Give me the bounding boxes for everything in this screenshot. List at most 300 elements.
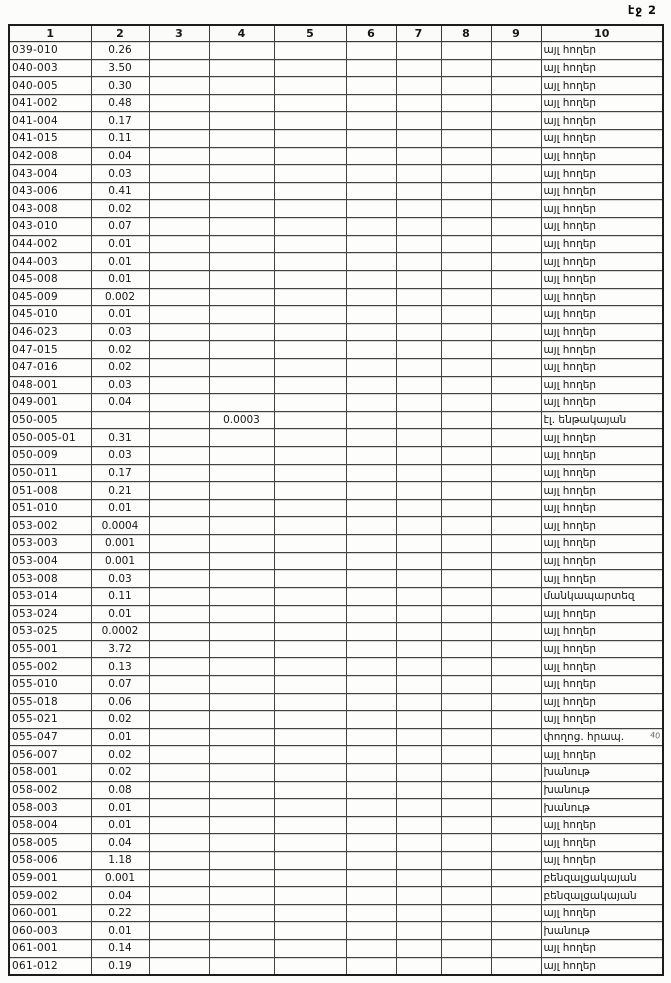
area-cell: 0.26: [91, 42, 149, 60]
secondary-area-cell: [209, 922, 274, 940]
empty-cell: [149, 517, 209, 535]
code-cell: 055-018: [9, 693, 91, 711]
area-cell: 0.001: [91, 552, 149, 570]
secondary-area-cell: [209, 781, 274, 799]
secondary-area-cell: [209, 869, 274, 887]
secondary-area-cell: [209, 447, 274, 465]
empty-cell: [491, 200, 541, 218]
area-cell: 0.001: [91, 535, 149, 553]
secondary-area-cell: [209, 482, 274, 500]
secondary-area-cell: [209, 658, 274, 676]
empty-cell: [274, 341, 346, 359]
code-cell: 044-002: [9, 235, 91, 253]
empty-cell: [149, 623, 209, 641]
area-cell: 0.02: [91, 711, 149, 729]
land-type-cell: այլ հողեր: [541, 182, 663, 200]
empty-cell: [346, 165, 396, 183]
empty-cell: [491, 816, 541, 834]
empty-cell: [491, 675, 541, 693]
area-cell: 0.0004: [91, 517, 149, 535]
empty-cell: [149, 130, 209, 148]
empty-cell: [149, 852, 209, 870]
area-cell: 0.08: [91, 781, 149, 799]
area-cell: 0.30: [91, 77, 149, 95]
area-cell: 0.14: [91, 940, 149, 958]
land-type-cell: այլ հողեր: [541, 59, 663, 77]
land-type-cell: այլ հողեր: [541, 447, 663, 465]
code-cell: 041-002: [9, 94, 91, 112]
area-cell: 0.17: [91, 112, 149, 130]
land-type-cell: այլ հողեր: [541, 112, 663, 130]
secondary-area-cell: [209, 746, 274, 764]
code-cell: 043-006: [9, 182, 91, 200]
code-cell: 045-008: [9, 270, 91, 288]
land-type-cell: այլ հողեր: [541, 711, 663, 729]
secondary-area-cell: [209, 182, 274, 200]
empty-cell: [491, 869, 541, 887]
secondary-area-cell: [209, 341, 274, 359]
empty-cell: [274, 587, 346, 605]
table-row: [9, 922, 663, 940]
empty-cell: [441, 852, 491, 870]
code-cell: 053-014: [9, 587, 91, 605]
land-type-cell: փողոց. հրապ.: [541, 728, 663, 746]
table-row: [9, 394, 663, 412]
empty-cell: [346, 570, 396, 588]
land-type-cell: այլ հողեր: [541, 429, 663, 447]
empty-cell: [396, 429, 441, 447]
code-cell: 044-003: [9, 253, 91, 271]
secondary-area-cell: [209, 517, 274, 535]
empty-cell: [274, 165, 346, 183]
empty-cell: [149, 323, 209, 341]
table-row: [9, 59, 663, 77]
empty-cell: [149, 59, 209, 77]
empty-cell: [274, 130, 346, 148]
secondary-area-cell: [209, 904, 274, 922]
land-type-cell: այլ հողեր: [541, 42, 663, 60]
empty-cell: [396, 711, 441, 729]
empty-cell: [396, 200, 441, 218]
land-type-cell: այլ հողեր: [541, 746, 663, 764]
empty-cell: [441, 799, 491, 817]
empty-cell: [274, 499, 346, 517]
empty-cell: [491, 940, 541, 958]
table-row: [9, 235, 663, 253]
area-cell: 0.01: [91, 799, 149, 817]
empty-cell: [396, 306, 441, 324]
table-row: [9, 763, 663, 781]
empty-cell: [491, 323, 541, 341]
empty-cell: [274, 746, 346, 764]
secondary-area-cell: [209, 147, 274, 165]
land-type-cell: այլ հողեր: [541, 376, 663, 394]
empty-cell: [396, 781, 441, 799]
empty-cell: [274, 59, 346, 77]
empty-cell: [441, 235, 491, 253]
empty-cell: [441, 341, 491, 359]
area-cell: 0.31: [91, 429, 149, 447]
empty-cell: [149, 376, 209, 394]
empty-cell: [396, 112, 441, 130]
empty-cell: [274, 869, 346, 887]
empty-cell: [491, 535, 541, 553]
land-type-cell: մանկապարտեզ: [541, 587, 663, 605]
empty-cell: [346, 94, 396, 112]
area-cell: 0.01: [91, 922, 149, 940]
empty-cell: [149, 235, 209, 253]
empty-cell: [491, 728, 541, 746]
secondary-area-cell: [209, 763, 274, 781]
table-row: [9, 887, 663, 905]
empty-cell: [274, 781, 346, 799]
empty-cell: [441, 728, 491, 746]
area-cell: 0.13: [91, 658, 149, 676]
empty-cell: [441, 922, 491, 940]
secondary-area-cell: [209, 235, 274, 253]
empty-cell: [274, 728, 346, 746]
empty-cell: [149, 640, 209, 658]
empty-cell: [441, 587, 491, 605]
secondary-area-cell: [209, 376, 274, 394]
code-cell: 058-006: [9, 852, 91, 870]
empty-cell: [396, 341, 441, 359]
empty-cell: [491, 42, 541, 60]
empty-cell: [346, 957, 396, 975]
land-type-cell: այլ հողեր: [541, 834, 663, 852]
area-cell: 3.50: [91, 59, 149, 77]
code-cell: 058-004: [9, 816, 91, 834]
empty-cell: [346, 341, 396, 359]
empty-cell: [274, 623, 346, 641]
table-row: [9, 640, 663, 658]
code-cell: 053-003: [9, 535, 91, 553]
empty-cell: [491, 693, 541, 711]
empty-cell: [396, 165, 441, 183]
empty-cell: [346, 799, 396, 817]
empty-cell: [274, 763, 346, 781]
table-row: [9, 42, 663, 60]
land-type-cell: այլ հողեր: [541, 253, 663, 271]
empty-cell: [274, 852, 346, 870]
table-row: [9, 306, 663, 324]
table-row: [9, 341, 663, 359]
secondary-area-cell: [209, 394, 274, 412]
handwritten-margin-note: 40: [649, 730, 661, 741]
empty-cell: [441, 711, 491, 729]
column-header-7: 7: [396, 25, 441, 42]
empty-cell: [441, 957, 491, 975]
empty-cell: [396, 957, 441, 975]
land-type-cell: այլ հողեր: [541, 957, 663, 975]
empty-cell: [149, 499, 209, 517]
empty-cell: [396, 552, 441, 570]
area-cell: [91, 411, 149, 429]
empty-cell: [274, 411, 346, 429]
empty-cell: [149, 728, 209, 746]
empty-cell: [149, 675, 209, 693]
code-cell: 050-005-01: [9, 429, 91, 447]
area-cell: 3.72: [91, 640, 149, 658]
table-row: [9, 130, 663, 148]
empty-cell: [346, 306, 396, 324]
empty-cell: [149, 218, 209, 236]
empty-cell: [441, 376, 491, 394]
code-cell: 056-007: [9, 746, 91, 764]
empty-cell: [441, 552, 491, 570]
empty-cell: [149, 182, 209, 200]
empty-cell: [274, 675, 346, 693]
empty-cell: [346, 429, 396, 447]
land-type-cell: այլ հողեր: [541, 605, 663, 623]
land-type-cell: այլ հողեր: [541, 200, 663, 218]
secondary-area-cell: [209, 42, 274, 60]
secondary-area-cell: [209, 887, 274, 905]
secondary-area-cell: [209, 288, 274, 306]
secondary-area-cell: [209, 957, 274, 975]
empty-cell: [396, 940, 441, 958]
empty-cell: [149, 270, 209, 288]
empty-cell: [346, 182, 396, 200]
table-row: [9, 411, 663, 429]
empty-cell: [441, 270, 491, 288]
land-type-cell: այլ հողեր: [541, 658, 663, 676]
empty-cell: [149, 447, 209, 465]
empty-cell: [149, 165, 209, 183]
empty-cell: [149, 341, 209, 359]
empty-cell: [491, 235, 541, 253]
empty-cell: [491, 570, 541, 588]
area-cell: 0.04: [91, 834, 149, 852]
empty-cell: [491, 341, 541, 359]
code-cell: 047-015: [9, 341, 91, 359]
empty-cell: [346, 640, 396, 658]
empty-cell: [274, 323, 346, 341]
empty-cell: [441, 623, 491, 641]
secondary-area-cell: [209, 270, 274, 288]
code-cell: 053-024: [9, 605, 91, 623]
empty-cell: [441, 904, 491, 922]
empty-cell: [346, 288, 396, 306]
land-type-cell: այլ հողեր: [541, 499, 663, 517]
page-number-label: էջ 2: [627, 3, 657, 17]
table-row: [9, 728, 663, 746]
table-row: [9, 376, 663, 394]
empty-cell: [396, 499, 441, 517]
table-row: [9, 799, 663, 817]
empty-cell: [396, 235, 441, 253]
empty-cell: [491, 922, 541, 940]
empty-cell: [396, 411, 441, 429]
secondary-area-cell: 0.0003: [209, 411, 274, 429]
table-row: [9, 182, 663, 200]
empty-cell: [274, 464, 346, 482]
empty-cell: [491, 464, 541, 482]
empty-cell: [396, 587, 441, 605]
empty-cell: [149, 940, 209, 958]
empty-cell: [274, 940, 346, 958]
empty-cell: [346, 658, 396, 676]
empty-cell: [346, 834, 396, 852]
empty-cell: [346, 728, 396, 746]
empty-cell: [346, 869, 396, 887]
area-cell: 0.22: [91, 904, 149, 922]
table-row: [9, 94, 663, 112]
area-cell: 0.06: [91, 693, 149, 711]
empty-cell: [396, 728, 441, 746]
table-row: [9, 957, 663, 975]
empty-cell: [491, 288, 541, 306]
table-row: [9, 570, 663, 588]
land-type-cell: այլ հողեր: [541, 623, 663, 641]
empty-cell: [346, 394, 396, 412]
table-row: [9, 200, 663, 218]
empty-cell: [491, 781, 541, 799]
empty-cell: [274, 112, 346, 130]
area-cell: 0.02: [91, 763, 149, 781]
code-cell: 061-001: [9, 940, 91, 958]
area-cell: 0.01: [91, 235, 149, 253]
area-cell: 0.04: [91, 394, 149, 412]
empty-cell: [441, 781, 491, 799]
empty-cell: [396, 394, 441, 412]
empty-cell: [149, 587, 209, 605]
code-cell: 055-047: [9, 728, 91, 746]
empty-cell: [396, 922, 441, 940]
empty-cell: [149, 288, 209, 306]
empty-cell: [346, 693, 396, 711]
table-row: [9, 77, 663, 95]
empty-cell: [346, 447, 396, 465]
code-cell: 055-021: [9, 711, 91, 729]
land-type-cell: այլ հողեր: [541, 517, 663, 535]
table-row: [9, 358, 663, 376]
empty-cell: [491, 499, 541, 517]
code-cell: 053-002: [9, 517, 91, 535]
secondary-area-cell: [209, 253, 274, 271]
land-type-cell: այլ հողեր: [541, 394, 663, 412]
empty-cell: [441, 94, 491, 112]
area-cell: 0.07: [91, 218, 149, 236]
empty-cell: [491, 957, 541, 975]
table-row: [9, 447, 663, 465]
empty-cell: [149, 869, 209, 887]
table-row: [9, 323, 663, 341]
empty-cell: [346, 253, 396, 271]
empty-cell: [491, 763, 541, 781]
empty-cell: [491, 59, 541, 77]
empty-cell: [396, 658, 441, 676]
column-header-4: 4: [209, 25, 274, 42]
empty-cell: [491, 253, 541, 271]
code-cell: 055-002: [9, 658, 91, 676]
code-cell: 058-001: [9, 763, 91, 781]
empty-cell: [274, 447, 346, 465]
column-header-2: 2: [91, 25, 149, 42]
empty-cell: [491, 852, 541, 870]
empty-cell: [149, 112, 209, 130]
empty-cell: [441, 658, 491, 676]
code-cell: 043-004: [9, 165, 91, 183]
empty-cell: [396, 147, 441, 165]
empty-cell: [441, 200, 491, 218]
empty-cell: [396, 270, 441, 288]
column-header-8: 8: [441, 25, 491, 42]
land-type-cell: այլ հողեր: [541, 552, 663, 570]
empty-cell: [491, 394, 541, 412]
empty-cell: [441, 940, 491, 958]
empty-cell: [149, 781, 209, 799]
empty-cell: [346, 200, 396, 218]
area-cell: 0.01: [91, 253, 149, 271]
land-type-cell: այլ հողեր: [541, 640, 663, 658]
empty-cell: [491, 482, 541, 500]
empty-cell: [491, 147, 541, 165]
table-row: [9, 552, 663, 570]
table-row: [9, 675, 663, 693]
area-cell: 0.02: [91, 341, 149, 359]
empty-cell: [274, 235, 346, 253]
empty-cell: [491, 552, 541, 570]
code-cell: 048-001: [9, 376, 91, 394]
area-cell: 0.04: [91, 887, 149, 905]
code-cell: 060-001: [9, 904, 91, 922]
code-cell: 050-005: [9, 411, 91, 429]
code-cell: 058-005: [9, 834, 91, 852]
table-row: [9, 781, 663, 799]
empty-cell: [149, 834, 209, 852]
column-header-1: 1: [9, 25, 91, 42]
empty-cell: [274, 270, 346, 288]
empty-cell: [149, 763, 209, 781]
empty-cell: [491, 130, 541, 148]
empty-cell: [346, 904, 396, 922]
empty-cell: [346, 77, 396, 95]
secondary-area-cell: [209, 570, 274, 588]
empty-cell: [149, 253, 209, 271]
empty-cell: [346, 464, 396, 482]
table-row: [9, 816, 663, 834]
land-type-cell: այլ հողեր: [541, 77, 663, 95]
code-cell: 058-002: [9, 781, 91, 799]
code-cell: 051-008: [9, 482, 91, 500]
empty-cell: [149, 904, 209, 922]
secondary-area-cell: [209, 623, 274, 641]
empty-cell: [274, 834, 346, 852]
land-type-cell: խանութ: [541, 763, 663, 781]
table-row: [9, 940, 663, 958]
secondary-area-cell: [209, 852, 274, 870]
empty-cell: [274, 957, 346, 975]
code-cell: 053-004: [9, 552, 91, 570]
column-header-5: 5: [274, 25, 346, 42]
land-type-cell: խանութ: [541, 799, 663, 817]
code-cell: 055-001: [9, 640, 91, 658]
empty-cell: [491, 447, 541, 465]
table-row: [9, 464, 663, 482]
area-cell: 0.01: [91, 728, 149, 746]
secondary-area-cell: [209, 358, 274, 376]
secondary-area-cell: [209, 130, 274, 148]
empty-cell: [346, 922, 396, 940]
empty-cell: [149, 358, 209, 376]
empty-cell: [491, 411, 541, 429]
code-cell: 051-010: [9, 499, 91, 517]
secondary-area-cell: [209, 834, 274, 852]
land-type-cell: այլ հողեր: [541, 940, 663, 958]
land-type-cell: բենզալցակայան: [541, 869, 663, 887]
empty-cell: [441, 447, 491, 465]
